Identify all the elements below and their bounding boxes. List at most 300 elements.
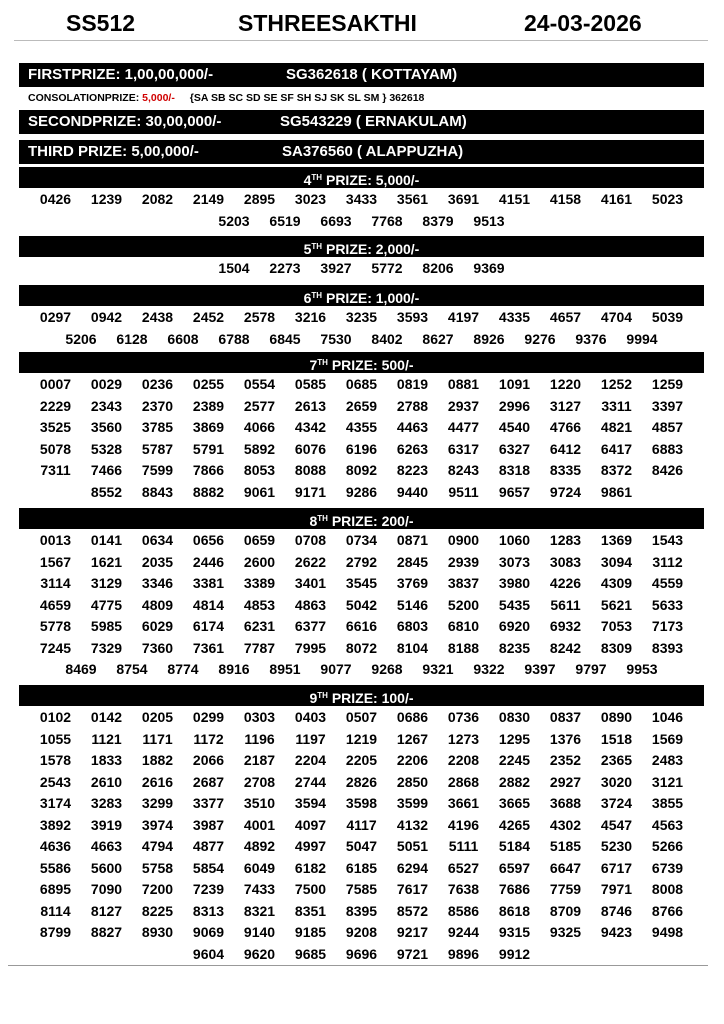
ticket-number: 4892 [243, 838, 276, 854]
number-row [19, 439, 704, 461]
ticket-number: 6608 [167, 330, 199, 347]
prize-heading-8 [19, 508, 704, 529]
ticket-number: 9724 [549, 483, 582, 500]
ticket-number: 3980 [498, 575, 531, 591]
ticket-number: 9912 [498, 945, 531, 962]
ticket-number: 4197 [447, 309, 480, 325]
ticket-number: 7173 [651, 618, 684, 634]
ticket-number: 4997 [294, 838, 327, 854]
ticket-number: 3174 [39, 795, 72, 811]
ticket-number: 9953 [626, 661, 658, 677]
ticket-number: 9440 [396, 483, 429, 500]
ticket-number: 3869 [192, 419, 225, 435]
ticket-number: 8618 [498, 902, 531, 919]
ticket-number: 1060 [498, 532, 531, 548]
ticket-number: 6932 [549, 618, 582, 634]
ticket-number: 9268 [371, 661, 403, 677]
ticket-number: 0426 [39, 191, 72, 207]
ticket-number: 5621 [600, 596, 633, 613]
prize-amount-label: PRIZE: 100/- [327, 690, 414, 706]
ticket-number: 3688 [549, 795, 582, 811]
ticket-number: 5772 [371, 260, 403, 276]
ticket-number: 0734 [345, 532, 378, 548]
ticket-number: 3283 [90, 795, 123, 811]
ticket-number: 5787 [141, 440, 174, 457]
ticket-number: 2792 [345, 553, 378, 570]
ticket-number: 8426 [651, 462, 684, 478]
ticket-number: 3346 [141, 575, 174, 591]
ticket-number: 2187 [243, 752, 276, 768]
prize-heading-4 [19, 167, 704, 188]
ticket-number: 0403 [294, 709, 327, 725]
ticket-number: 3129 [90, 575, 123, 591]
ticket-number: 4265 [498, 816, 531, 833]
ticket-number: 6412 [549, 440, 582, 457]
ticket-number: 6527 [447, 859, 480, 876]
ticket-number: 3892 [39, 816, 72, 833]
ticket-number: 6029 [141, 618, 174, 634]
prize-numbers-8 [19, 530, 704, 681]
ticket-number: 9185 [294, 924, 327, 940]
ticket-number: 3661 [447, 795, 480, 811]
ticket-number: 9244 [447, 924, 480, 940]
ticket-number: 4857 [651, 419, 684, 435]
ticket-number: 3112 [652, 553, 683, 570]
number-row [19, 815, 704, 837]
ticket-number: 6519 [269, 212, 301, 229]
ticket-number: 5039 [651, 309, 684, 325]
third-prize-bar [19, 140, 704, 164]
ticket-number: 1518 [600, 730, 633, 747]
first-prize-label: FIRSTPRIZE: 1,00,00,000/- [28, 66, 214, 83]
ticket-number: 2343 [90, 397, 123, 414]
second-prize-bar [19, 110, 704, 134]
ticket-number: 4775 [90, 596, 123, 613]
ticket-number: 3545 [345, 575, 378, 591]
ticket-number: 2389 [192, 397, 225, 414]
ticket-number: 1219 [345, 730, 378, 747]
ticket-number: 5985 [90, 618, 123, 634]
ticket-number: 4001 [243, 816, 276, 833]
ticket-number: 8206 [422, 260, 454, 276]
ticket-number: 8843 [141, 483, 174, 500]
prize-ordinal: 7 [309, 357, 318, 373]
ticket-number: 3083 [549, 553, 582, 570]
ticket-number: 6810 [447, 618, 480, 634]
ticket-number: 2927 [549, 773, 582, 790]
prize-ordinal: 8 [309, 513, 318, 529]
ticket-number: 2066 [192, 752, 225, 768]
ticket-number: 9325 [549, 924, 582, 940]
ticket-number: 7329 [90, 639, 123, 656]
ticket-number: 8572 [396, 902, 429, 919]
ticket-number: 6049 [243, 859, 276, 876]
ticket-number: 0255 [192, 376, 225, 392]
number-row [19, 482, 704, 504]
ticket-number: 5184 [498, 838, 531, 854]
prize-ordinal: 5 [303, 241, 312, 257]
ticket-number: 8318 [498, 462, 531, 478]
ticket-number: 9069 [192, 924, 225, 940]
ticket-number: 1833 [90, 752, 123, 768]
consolation-series: {SA SB SC SD SE SF SH SJ SK SL SM } 362618 [189, 92, 425, 104]
ticket-number: 2206 [396, 752, 429, 768]
ticket-number: 1283 [549, 532, 582, 548]
ticket-number: 8225 [141, 902, 174, 919]
ticket-number: 4794 [141, 838, 174, 854]
ticket-number: 5078 [39, 440, 72, 457]
prize-ordinal: 9 [309, 690, 318, 706]
ticket-number: 5435 [498, 596, 531, 613]
number-row [19, 258, 704, 280]
ticket-number: 7599 [141, 462, 174, 478]
ticket-number: 3593 [396, 309, 429, 325]
ticket-number: 9397 [524, 661, 556, 677]
prize-ordinal-suffix: TH [317, 514, 328, 523]
prize-amount-label: PRIZE: 1,000/- [322, 290, 420, 306]
ticket-number: 9498 [651, 924, 684, 940]
number-row [19, 573, 704, 595]
number-row [19, 329, 704, 351]
ticket-number: 7866 [192, 462, 225, 478]
ticket-number: 7768 [371, 212, 403, 229]
ticket-number: 3525 [39, 419, 72, 435]
ticket-number: 4766 [549, 419, 582, 435]
ticket-number: 9217 [396, 924, 429, 940]
ticket-number: 2708 [243, 773, 276, 790]
ticket-number: 4814 [192, 596, 225, 613]
prize-ordinal: 6 [303, 290, 312, 306]
ticket-number: 4342 [294, 419, 327, 435]
ticket-number: 9604 [192, 945, 225, 962]
ticket-number: 7971 [600, 881, 633, 897]
ticket-number: 8188 [447, 639, 480, 656]
ticket-number: 0297 [39, 309, 72, 325]
ticket-number: 4477 [447, 419, 480, 435]
ticket-number: 1621 [90, 553, 123, 570]
prize-heading-7 [19, 352, 704, 373]
ticket-number: 6263 [396, 440, 429, 457]
ticket-number: 3594 [294, 795, 327, 811]
ticket-number: 9171 [294, 483, 327, 500]
ticket-number: 9077 [320, 661, 352, 677]
third-prize-result: SA376560 ( ALAPPUZHA) [282, 143, 464, 160]
consolation-amount: 5,000/- [142, 92, 175, 104]
ticket-number: 2687 [192, 773, 225, 790]
ticket-number: 3311 [601, 397, 632, 414]
ticket-number: 9369 [473, 260, 505, 276]
number-row [19, 552, 704, 574]
ticket-number: 7759 [549, 881, 582, 897]
ticket-number: 1543 [651, 532, 684, 548]
ticket-number: 6294 [396, 859, 429, 876]
ticket-number: 4636 [39, 838, 72, 854]
ticket-number: 5758 [141, 859, 174, 876]
ticket-number: 4066 [243, 419, 276, 435]
ticket-number: 1882 [141, 752, 174, 768]
prize-amount-label: PRIZE: 2,000/- [322, 241, 420, 257]
ticket-number: 0236 [141, 376, 174, 392]
ticket-number: 8552 [90, 483, 123, 500]
number-row [19, 211, 704, 233]
ticket-number: 3401 [294, 575, 327, 591]
ticket-number: 8335 [549, 462, 582, 478]
ticket-number: 2365 [600, 752, 633, 768]
ticket-number: 0205 [141, 709, 174, 725]
ticket-number: 7053 [600, 618, 633, 634]
ticket-number: 3724 [600, 795, 633, 811]
ticket-number: 3127 [549, 397, 582, 414]
ticket-number: 3855 [651, 795, 684, 811]
ticket-number: 3389 [243, 575, 276, 591]
ticket-number: 8092 [345, 462, 378, 478]
ticket-number: 4226 [549, 575, 582, 591]
ticket-number: 8709 [549, 902, 582, 919]
ticket-number: 7361 [192, 639, 225, 656]
consolation-label: CONSOLATIONPRIZE: [28, 92, 140, 104]
third-prize-label: THIRD PRIZE: 5,00,000/- [28, 143, 199, 160]
ticket-number: 8827 [90, 924, 123, 940]
ticket-number: 1504 [218, 260, 250, 276]
ticket-number: 3114 [40, 575, 71, 591]
ticket-number: 2578 [243, 309, 276, 325]
ticket-number: 3121 [651, 773, 684, 790]
ticket-number: 7787 [243, 639, 276, 656]
ticket-number: 1239 [90, 191, 123, 207]
ticket-number: 7360 [141, 639, 174, 656]
ticket-number: 1171 [142, 730, 173, 747]
ticket-number: 0299 [192, 709, 225, 725]
number-row [19, 750, 704, 772]
ticket-number: 6616 [345, 618, 378, 634]
ticket-number: 5892 [243, 440, 276, 457]
ticket-number: 3073 [498, 553, 531, 570]
number-row [19, 616, 704, 638]
consolation-prize [28, 92, 424, 104]
number-row [19, 638, 704, 660]
ticket-number: 1220 [549, 376, 582, 392]
ticket-number: 7995 [294, 639, 327, 656]
ticket-number: 6417 [600, 440, 633, 457]
number-row [19, 922, 704, 944]
ticket-number: 8393 [651, 639, 684, 656]
ticket-number: 4821 [600, 419, 633, 435]
ticket-number: 5111 [448, 838, 479, 854]
ticket-number: 1376 [549, 730, 582, 747]
ticket-number: 1055 [39, 730, 72, 747]
ticket-number: 6845 [269, 330, 301, 347]
ticket-number: 8072 [345, 639, 378, 656]
ticket-number: 3561 [396, 191, 429, 207]
ticket-number: 0837 [549, 709, 582, 725]
ticket-number: 4196 [447, 816, 480, 833]
ticket-number: 8351 [294, 902, 327, 919]
ticket-number: 2610 [90, 773, 123, 790]
ticket-number: 7617 [396, 881, 429, 897]
ticket-number: 3094 [600, 553, 633, 570]
ticket-number: 5047 [345, 838, 378, 854]
number-row [19, 595, 704, 617]
ticket-number: 9721 [396, 945, 429, 962]
ticket-number: 6788 [218, 330, 250, 347]
ticket-number: 2882 [498, 773, 531, 790]
ticket-number: 1259 [651, 376, 684, 392]
ticket-number: 3381 [192, 575, 225, 591]
ticket-number: 2996 [498, 397, 531, 414]
ticket-number: 2622 [294, 553, 327, 570]
ticket-number: 6128 [116, 330, 148, 347]
ticket-number: 8402 [371, 330, 403, 347]
ticket-number: 8223 [396, 462, 429, 478]
ticket-number: 3560 [90, 419, 123, 435]
ticket-number: 6196 [345, 440, 378, 457]
ticket-number: 4704 [600, 309, 633, 325]
ticket-number: 1197 [295, 730, 326, 747]
ticket-number: 8882 [192, 483, 225, 500]
prize-numbers-9 [19, 707, 704, 965]
ticket-number: 4877 [192, 838, 225, 854]
ticket-number: 2868 [447, 773, 480, 790]
ticket-number: 8313 [192, 902, 225, 919]
ticket-number: 2826 [345, 773, 378, 790]
ticket-number: 5600 [90, 859, 123, 876]
ticket-number: 0141 [90, 532, 123, 548]
ticket-number: 8372 [600, 462, 633, 478]
ticket-number: 8916 [218, 661, 250, 677]
ticket-number: 6597 [498, 859, 531, 876]
ticket-number: 9423 [600, 924, 633, 940]
second-prize-label: SECONDPRIZE: 30,00,000/- [28, 113, 222, 130]
prize-heading-9 [19, 685, 704, 706]
ticket-number: 0685 [345, 376, 378, 392]
ticket-number: 6803 [396, 618, 429, 634]
ticket-number: 3216 [294, 309, 327, 325]
ticket-number: 7239 [192, 881, 225, 897]
ticket-number: 4335 [498, 309, 531, 325]
ticket-number: 2245 [498, 752, 531, 768]
ticket-number: 8799 [39, 924, 72, 940]
ticket-number: 4547 [600, 816, 633, 833]
ticket-number: 5854 [192, 859, 225, 876]
ticket-number: 4097 [294, 816, 327, 833]
ticket-number: 5146 [396, 596, 429, 613]
first-prize-bar [19, 63, 704, 87]
ticket-number: 9513 [473, 212, 505, 229]
ticket-number: 0830 [498, 709, 531, 725]
ticket-number: 6883 [651, 440, 684, 457]
ticket-number: 3785 [141, 419, 174, 435]
prize-ordinal-suffix: TH [311, 291, 323, 300]
ticket-number: 9896 [447, 945, 480, 962]
number-row [19, 707, 704, 729]
prize-numbers-5 [19, 258, 704, 280]
number-row [19, 530, 704, 552]
ticket-number: 3299 [141, 795, 174, 811]
number-row [19, 858, 704, 880]
prize-ordinal-suffix: TH [317, 358, 328, 367]
ticket-number: 8627 [422, 330, 454, 347]
ticket-number: 4659 [39, 596, 72, 613]
ticket-number: 9140 [243, 924, 276, 940]
ticket-number: 6739 [651, 859, 684, 876]
ticket-number: 8321 [243, 902, 276, 919]
ticket-number: 2352 [549, 752, 582, 768]
ticket-number: 4302 [549, 816, 582, 833]
ticket-number: 8746 [600, 902, 633, 919]
ticket-number: 2577 [243, 397, 276, 414]
ticket-number: 7585 [345, 881, 378, 897]
ticket-number: 7200 [141, 881, 174, 897]
ticket-number: 2850 [396, 773, 429, 790]
ticket-number: 2204 [294, 752, 327, 768]
prize-heading-6 [19, 285, 704, 306]
prize-numbers-7 [19, 374, 704, 503]
ticket-number: 9321 [422, 661, 454, 677]
number-row [19, 417, 704, 439]
ticket-number: 2273 [269, 260, 301, 276]
number-row [19, 901, 704, 923]
ticket-number: 5611 [550, 596, 581, 613]
ticket-number: 8104 [396, 639, 429, 656]
number-row [19, 836, 704, 858]
ticket-number: 2438 [141, 309, 174, 325]
ticket-number: 7433 [243, 881, 276, 897]
ticket-number: 0507 [345, 709, 378, 725]
ticket-number: 2600 [243, 553, 276, 570]
ticket-number: 5328 [90, 440, 123, 457]
ticket-number: 1273 [447, 730, 480, 747]
prize-ordinal-suffix: TH [317, 691, 328, 700]
ticket-number: 9511 [448, 483, 479, 500]
footer-divider [8, 965, 708, 966]
ticket-number: 8008 [651, 881, 684, 897]
ticket-number: 7530 [320, 330, 352, 347]
ticket-number: 4132 [396, 816, 429, 833]
ticket-number: 3023 [294, 191, 327, 207]
ticket-number: 0142 [90, 709, 123, 725]
ticket-number: 1267 [396, 730, 429, 747]
first-prize-result: SG362618 ( KOTTAYAM) [286, 66, 458, 83]
ticket-number: 9276 [524, 330, 556, 347]
number-row [19, 307, 704, 329]
prize-amount-label: PRIZE: 5,000/- [322, 172, 420, 188]
ticket-number: 5791 [192, 440, 225, 457]
lottery-name: STHREESAKTHI [238, 10, 417, 36]
ticket-number: 4117 [346, 816, 377, 833]
ticket-number: 7311 [40, 462, 71, 478]
ticket-number: 6185 [345, 859, 378, 876]
number-row [19, 374, 704, 396]
ticket-number: 5586 [39, 859, 72, 876]
ticket-number: 6377 [294, 618, 327, 634]
draw-code: SS512 [66, 10, 136, 36]
ticket-number: 9315 [498, 924, 531, 940]
ticket-number: 6717 [600, 859, 633, 876]
ticket-number: 4863 [294, 596, 327, 613]
ticket-number: 5778 [39, 618, 72, 634]
ticket-number: 9322 [473, 661, 505, 677]
ticket-number: 3433 [345, 191, 378, 207]
ticket-number: 1569 [651, 730, 684, 747]
ticket-number: 2446 [192, 553, 225, 570]
ticket-number: 2895 [243, 191, 276, 207]
ticket-number: 0708 [294, 532, 327, 548]
number-row [19, 793, 704, 815]
ticket-number: 2370 [141, 397, 174, 414]
number-row [19, 460, 704, 482]
ticket-number: 4563 [651, 816, 684, 833]
ticket-number: 3598 [345, 795, 378, 811]
